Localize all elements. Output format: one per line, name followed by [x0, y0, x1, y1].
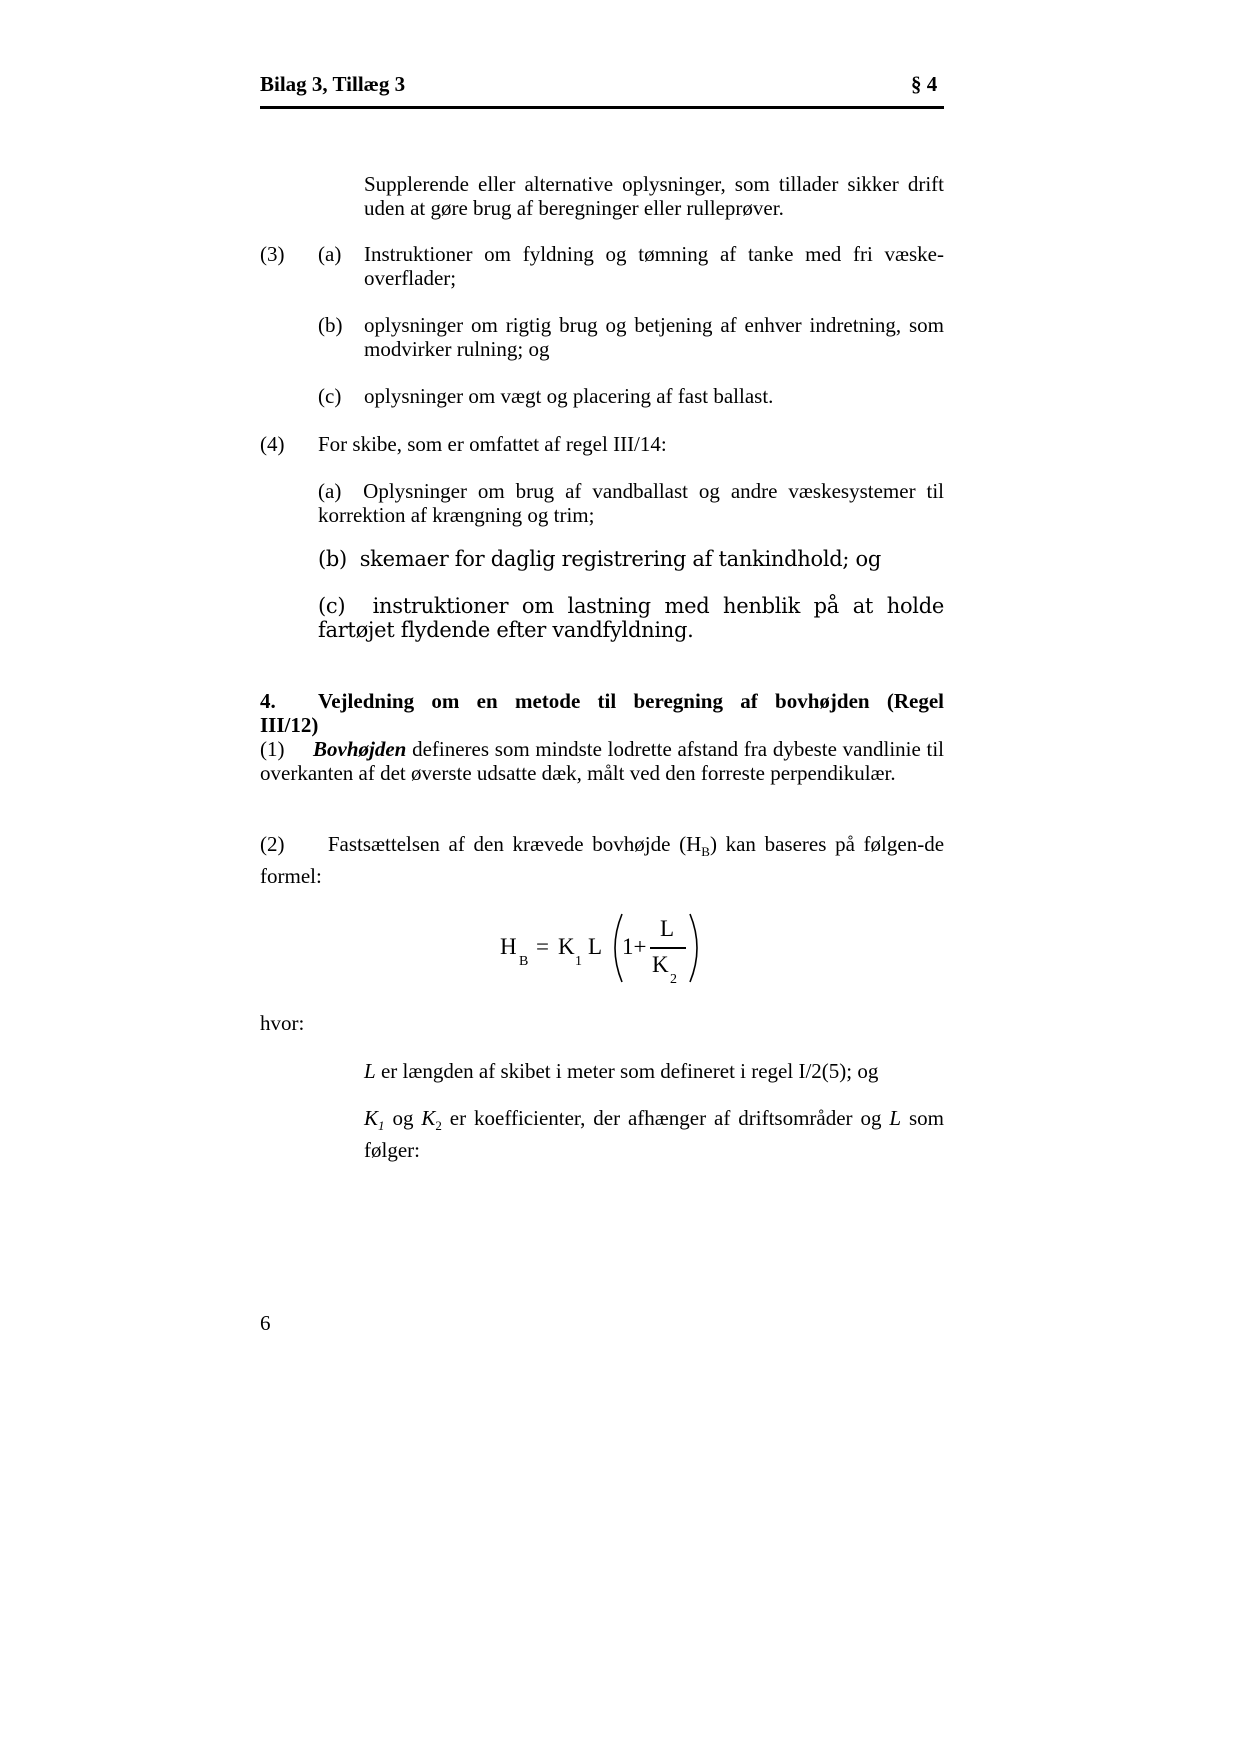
para-2-number: (2): [260, 832, 285, 856]
item-4c-label: (c): [318, 594, 346, 618]
item-4a-label: (a): [318, 479, 342, 503]
para-2-sub: B: [701, 844, 710, 860]
definition-K-L: L: [889, 1106, 902, 1130]
definition-K-tail: som følger:: [364, 1106, 945, 1163]
definition-K2: K: [421, 1106, 436, 1130]
definition-K1: K: [364, 1106, 379, 1130]
item-4b-label: (b): [318, 547, 347, 571]
definition-K1-sub: 1: [378, 1118, 385, 1134]
page-number: 6: [260, 1311, 271, 1335]
item-3-number: (3): [260, 242, 285, 266]
item-4-number: (4): [260, 432, 285, 456]
para-1: [260, 737, 944, 785]
formula-H-sub: B: [519, 954, 529, 969]
formula-equals: =: [536, 934, 549, 959]
formula-right-paren: [686, 912, 706, 984]
formula-K2: K: [652, 952, 669, 977]
definition-K: [364, 1106, 944, 1162]
definition-K2-sub: 2: [435, 1118, 442, 1134]
definition-K-og: og: [392, 1106, 414, 1130]
item-4a: [318, 479, 944, 527]
intro-paragraph: Supplerende eller alternative oplysninger, som tillader sikker drift uden at gøre brug af beregninger eller rulleprøver.: [364, 172, 944, 220]
item-3a-label: (a): [318, 242, 342, 266]
item-4c: [318, 594, 944, 642]
para-1-term: Bovhøjden: [313, 737, 407, 761]
formula-one-plus: 1+: [622, 934, 647, 959]
heading-4-title-line2: III/12): [260, 713, 319, 737]
item-4c-text: instruktioner om lastning med henblik på at holde fartøjet flydende efter vandfyldning.: [318, 594, 944, 642]
formula-K2-sub: 2: [670, 972, 677, 987]
formula-H: H: [500, 934, 517, 959]
para-2-text-after: ) kan baseres på følgen-de formel:: [260, 832, 945, 889]
para-1-text: defineres som mindste lodrette afstand fra dybeste vandlinie til overkanten af det øverste udsatte dæk, målt ved den forreste perpendikulær.: [260, 737, 945, 785]
formula-K1: K: [558, 934, 575, 959]
item-3b-text: oplysninger om rigtig brug og betjening af enhver indretning, som modvirker rulning; og: [364, 313, 944, 361]
item-3b-label: (b): [318, 313, 343, 337]
para-2-text-before: Fastsættelsen af den krævede bovhøjde (H: [327, 832, 702, 856]
formula-numerator-L: L: [660, 916, 675, 941]
formula-K1-sub: 1: [575, 954, 582, 969]
item-4b-text: skemaer for daglig registrering af tankindhold; og: [359, 547, 882, 571]
item-3a-text: Instruktioner om fyldning og tømning af tanke med fri væske-overflader;: [364, 242, 944, 290]
item-3c-text: oplysninger om vægt og placering af fast ballast.: [364, 384, 774, 408]
header-right: § 4: [911, 72, 938, 96]
definition-L-symbol: L: [364, 1059, 376, 1083]
heading-4-number: 4.: [260, 689, 276, 713]
bow-height-formula: [500, 912, 720, 987]
formula-L: L: [588, 934, 603, 959]
definition-L: [364, 1059, 944, 1083]
heading-4-title-line1: Vejledning om en metode til beregning af bovhøjden (Regel: [318, 689, 944, 713]
item-4b: [318, 547, 944, 571]
formula-fraction-bar: [650, 947, 686, 949]
item-4-text: For skibe, som er omfattet af regel III/14:: [318, 432, 667, 456]
para-2: [260, 832, 944, 888]
header-left: Bilag 3, Tillæg 3: [260, 72, 406, 96]
hvor-label: hvor:: [260, 1011, 305, 1035]
header-rule: [260, 106, 944, 109]
item-3c-label: (c): [318, 384, 342, 408]
item-4a-text: Oplysninger om brug af vandballast og andre væskesystemer til korrektion af krængning og trim;: [318, 479, 944, 527]
definition-K-text: er koefficienter, der afhænger af driftsområder og: [449, 1106, 882, 1130]
definition-L-text: er længden af skibet i meter som defineret i regel I/2(5); og: [380, 1059, 879, 1083]
para-1-number: (1): [260, 737, 285, 761]
